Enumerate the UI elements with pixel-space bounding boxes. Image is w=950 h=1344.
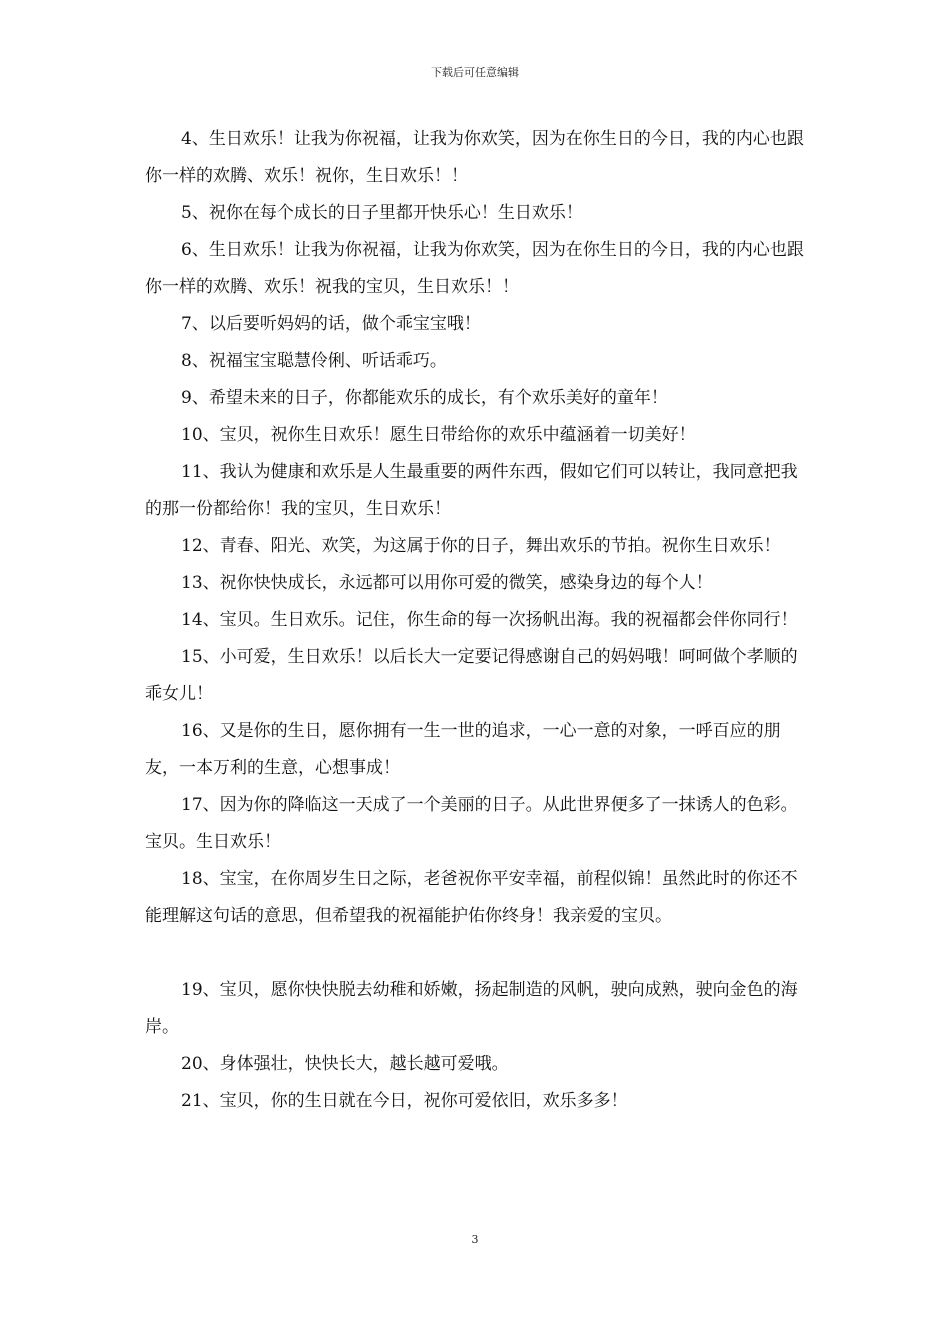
paragraph-7: 7、以后要听妈妈的话，做个乖宝宝哦！ [181,314,481,334]
paragraph-16: 16、又是你的生日，愿你拥有一生一世的追求，一心一意的对象，一呼百应的朋友，一本万利的生意，心想事成！ [145,721,781,778]
paragraph-17: 17、因为你的降临这一天成了一个美丽的日子。从此世界便多了一抹诱人的色彩。宝贝。生日欢乐！ [145,795,798,852]
paragraph-4: 4、生日欢乐！让我为你祝福，让我为你欢笑，因为在你生日的今日，我的内心也跟你一样的欢腾、欢乐！祝你，生日欢乐！！ [145,129,804,186]
paragraph-8: 8、祝福宝宝聪慧伶俐、听话乖巧。 [181,351,447,371]
document-body [145,121,813,1120]
paragraph-12: 12、青春、阳光、欢笑，为这属于你的日子，舞出欢乐的节拍。祝你生日欢乐！ [181,536,781,556]
paragraph-21: 21、宝贝，你的生日就在今日，祝你可爱依旧，欢乐多多！ [181,1091,628,1111]
paragraph-9: 9、希望未来的日子，你都能欢乐的成长，有个欢乐美好的童年！ [181,388,668,408]
paragraph-13: 13、祝你快快成长，永远都可以用你可爱的微笑，感染身边的每个人！ [181,573,713,593]
paragraph-11: 11、我认为健康和欢乐是人生最重要的两件东西，假如它们可以转让，我同意把我的那一份都给你！我的宝贝，生日欢乐！ [145,462,798,519]
paragraph-18: 18、宝宝，在你周岁生日之际，老爸祝你平安幸福，前程似锦！虽然此时的你还不能理解这句话的意思，但希望我的祝福能护佑你终身！我亲爱的宝贝。 [145,869,798,926]
paragraph-20: 20、身体强壮，快快长大，越长越可爱哦。 [181,1054,509,1074]
paragraph-6: 6、生日欢乐！让我为你祝福，让我为你欢笑，因为在你生日的今日，我的内心也跟你一样的欢腾、欢乐！祝我的宝贝，生日欢乐！！ [145,240,804,297]
paragraph-14: 14、宝贝。生日欢乐。记住，你生命的每一次扬帆出海。我的祝福都会伴你同行！ [181,610,798,630]
paragraph-5: 5、祝你在每个成长的日子里都开快乐心！生日欢乐！ [181,203,583,223]
page-number: 3 [471,1233,479,1246]
page-header: 下载后可任意编辑 [431,66,519,79]
paragraph-19: 19、宝贝，愿你快快脱去幼稚和娇嫩，扬起制造的风帆，驶向成熟，驶向金色的海岸。 [145,980,798,1037]
paragraph-15: 15、小可爱，生日欢乐！以后长大一定要记得感谢自己的妈妈哦！呵呵做个孝顺的乖女儿！ [145,647,798,704]
paragraph-10: 10、宝贝，祝你生日欢乐！愿生日带给你的欢乐中蕴涵着一切美好！ [181,425,696,445]
